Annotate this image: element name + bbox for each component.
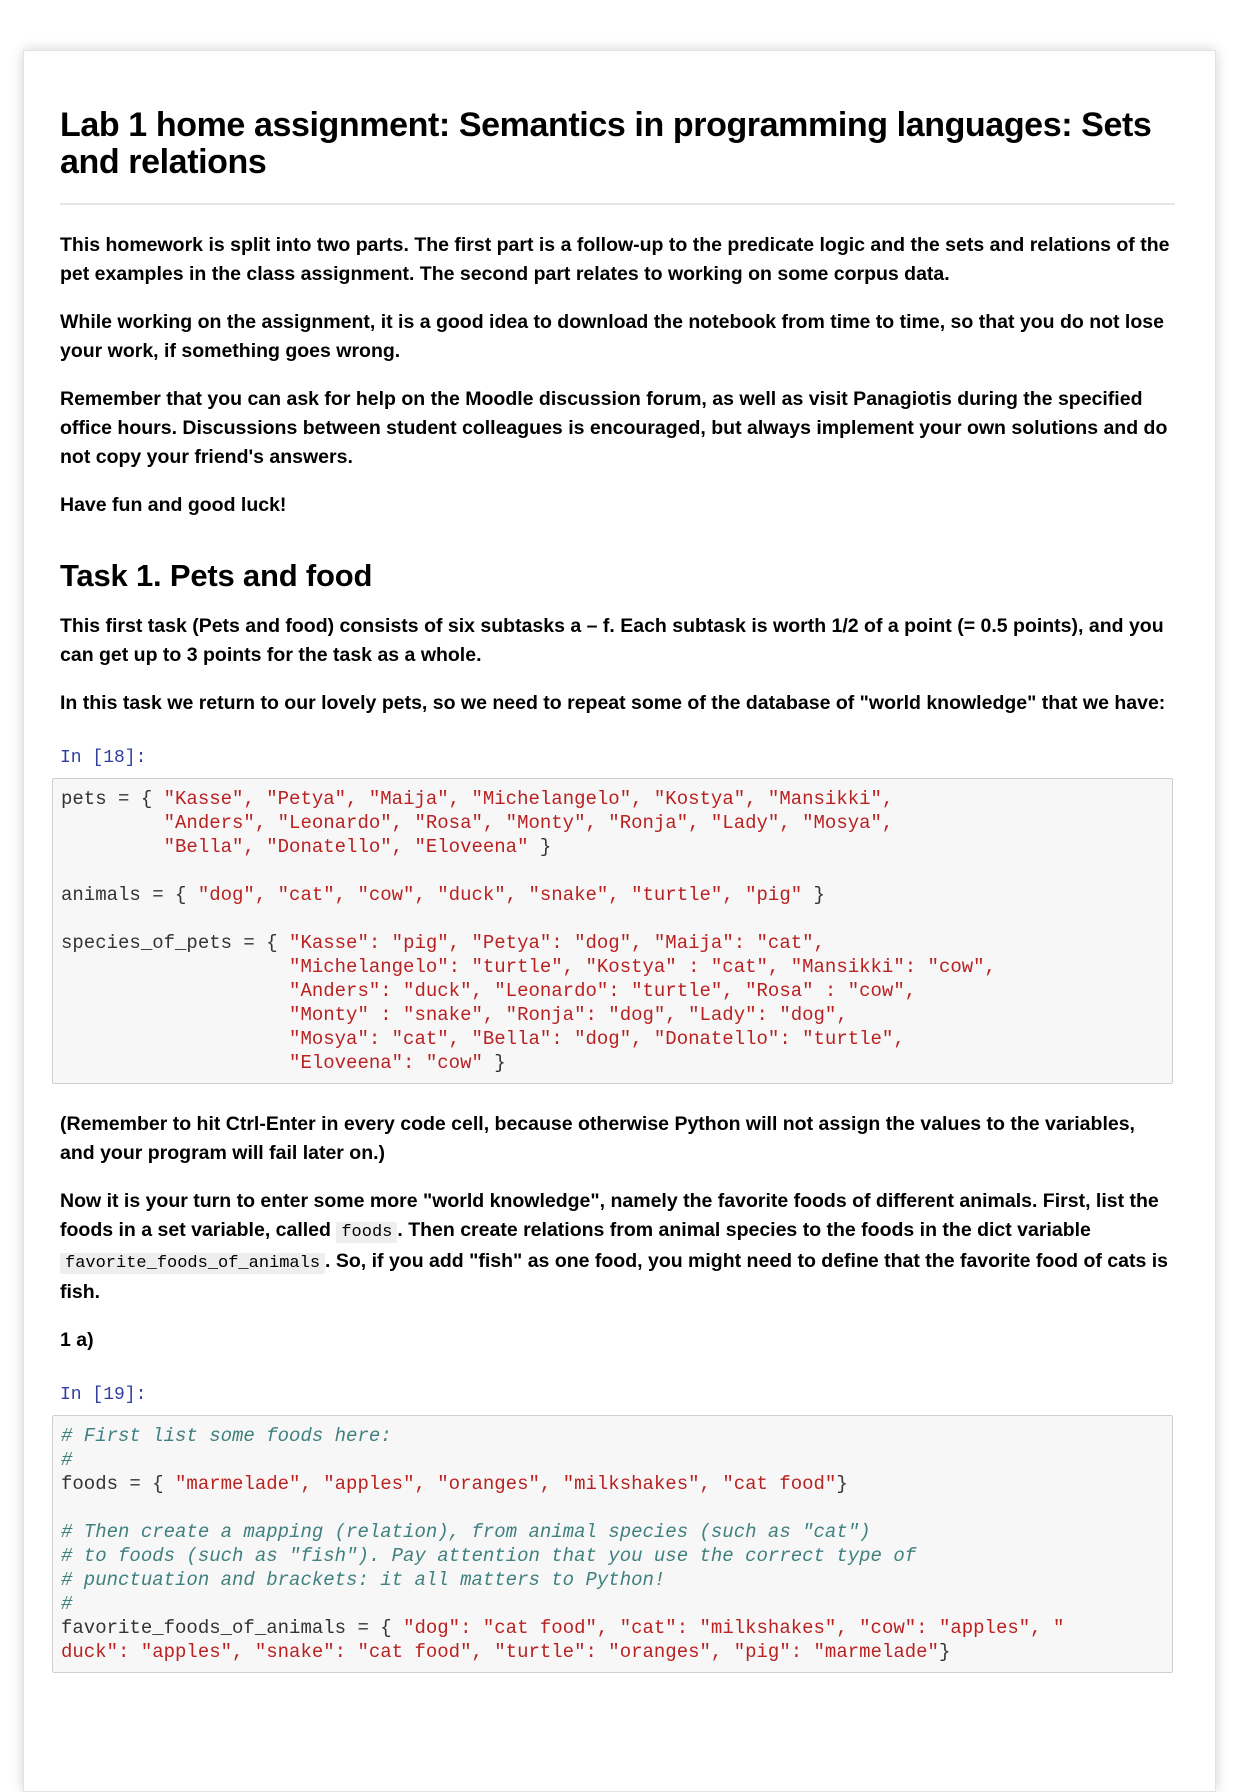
code-token: } [836, 1473, 848, 1495]
code-token: animals = { [61, 884, 198, 906]
reminder-paragraph: (Remember to hit Ctrl-Enter in every code cell, because otherwise Python will not assign the values to the variables, and your program will fail later on.) [60, 1113, 1135, 1164]
code-string: "Mosya": "cat", "Bella": "dog", "Donatello": "turtle", [61, 1028, 905, 1050]
instruction-text: Now it is your turn to enter some more "world knowledge", namely the favorite foods of different animals. First, list the foods in a set variable, called [60, 1190, 1159, 1241]
page-title: Lab 1 home assignment: Semantics in programming languages: Sets and relations [60, 106, 1152, 181]
code-comment: # [61, 1449, 73, 1471]
code-cell-19-source[interactable] [61, 1424, 1164, 1664]
code-comment: # First list some foods here: [61, 1425, 392, 1447]
subtask-label-1a: 1 a) [60, 1329, 94, 1351]
instruction-text: . Then create relations from animal species to the foods in the dict variable [397, 1219, 1091, 1241]
task1-paragraph-2: In this task we return to our lovely pets, so we need to repeat some of the database of "world knowledge" that we have: [60, 692, 1166, 714]
inline-code-favorite-foods: favorite_foods_of_animals [60, 1253, 325, 1274]
code-token: } [528, 836, 552, 858]
code-comment: # punctuation and brackets: it all matters to Python! [61, 1569, 666, 1591]
notebook-page [23, 50, 1216, 1792]
code-comment: # [61, 1593, 73, 1615]
code-comment: # to foods (such as "fish"). Pay attention that you use the correct type of [61, 1545, 917, 1567]
code-token: } [938, 1641, 951, 1663]
code-token: } [482, 1052, 506, 1074]
title-divider [60, 203, 1175, 205]
code-string: "Kasse", "Petya", "Maija", "Michelangelo", "Kostya", "Mansikki", [163, 788, 894, 810]
code-string: "Bella", "Donatello", "Eloveena" [61, 836, 529, 858]
code-token: pets = { [61, 788, 164, 810]
code-string: "Anders": "duck", "Leonardo": "turtle", "Rosa" : "cow", [61, 980, 917, 1002]
code-cell-19[interactable] [52, 1415, 1173, 1673]
cell-prompt-19: In [19]: [60, 1385, 147, 1405]
code-string: "Kasse": "pig", "Petya": "dog", "Maija": "cat", [289, 932, 825, 954]
code-comment: # Then create a mapping (relation), from animal species (such as "cat") [61, 1521, 871, 1543]
code-string: "dog", "cat", "cow", "duck", "snake", "turtle", "pig" [197, 884, 803, 906]
code-string: "Anders", "Leonardo", "Rosa", "Monty", "Ronja", "Lady", "Mosya", [61, 812, 894, 834]
notebook-content [60, 107, 1175, 1673]
code-string: "dog": "cat food", "cat": "milkshakes", "cow": "apples", " [403, 1617, 1065, 1639]
task1-instructions [60, 1187, 1175, 1307]
instruction-text: . So, if you add "fish" as one food, you might need to define that the favorite food of cats is fish. [60, 1250, 1169, 1303]
code-token: species_of_pets = { [61, 932, 290, 954]
code-cell-18-source[interactable] [61, 787, 1164, 1075]
code-string: "marmelade", "apples", "oranges", "milkshakes", "cat food" [175, 1473, 837, 1495]
task1-heading: Task 1. Pets and food [60, 558, 373, 593]
code-token: foods = { [61, 1473, 176, 1495]
code-string: "Eloveena": "cow" [61, 1052, 483, 1074]
intro-paragraph-4: Have fun and good luck! [60, 494, 287, 516]
intro-paragraph-1: This homework is split into two parts. The first part is a follow-up to the predicate logic and the sets and relations of the pet examples in the class assignment. The second part relates to working on some corpus data. [60, 234, 1170, 285]
intro-paragraph-3: Remember that you can ask for help on the Moodle discussion forum, as well as visit Panagiotis during the specified office hours. Discussions between student colleagues is encouraged, but always implement your own solutions and do not copy your friend's answers. [60, 388, 1168, 468]
code-string: duck": "apples", "snake": "cat food", "turtle": "oranges", "pig": "marmelade" [61, 1641, 939, 1663]
task1-paragraph-1: This first task (Pets and food) consists of six subtasks a – f. Each subtask is worth 1/2 of a point (= 0.5 points), and you can get up to 3 points for the task as a whole. [60, 615, 1164, 666]
code-token: favorite_foods_of_animals = { [61, 1617, 404, 1639]
code-token: } [802, 884, 825, 906]
code-cell-18[interactable] [52, 778, 1173, 1084]
intro-paragraph-2: While working on the assignment, it is a good idea to download the notebook from time to time, so that you do not lose your work, if something goes wrong. [60, 311, 1164, 362]
code-string: "Monty" : "snake", "Ronja": "dog", "Lady": "dog", [61, 1004, 848, 1026]
code-string: "Michelangelo": "turtle", "Kostya" : "cat", "Mansikki": "cow", [61, 956, 996, 978]
cell-prompt-18: In [18]: [60, 748, 147, 768]
inline-code-foods: foods [336, 1222, 397, 1243]
